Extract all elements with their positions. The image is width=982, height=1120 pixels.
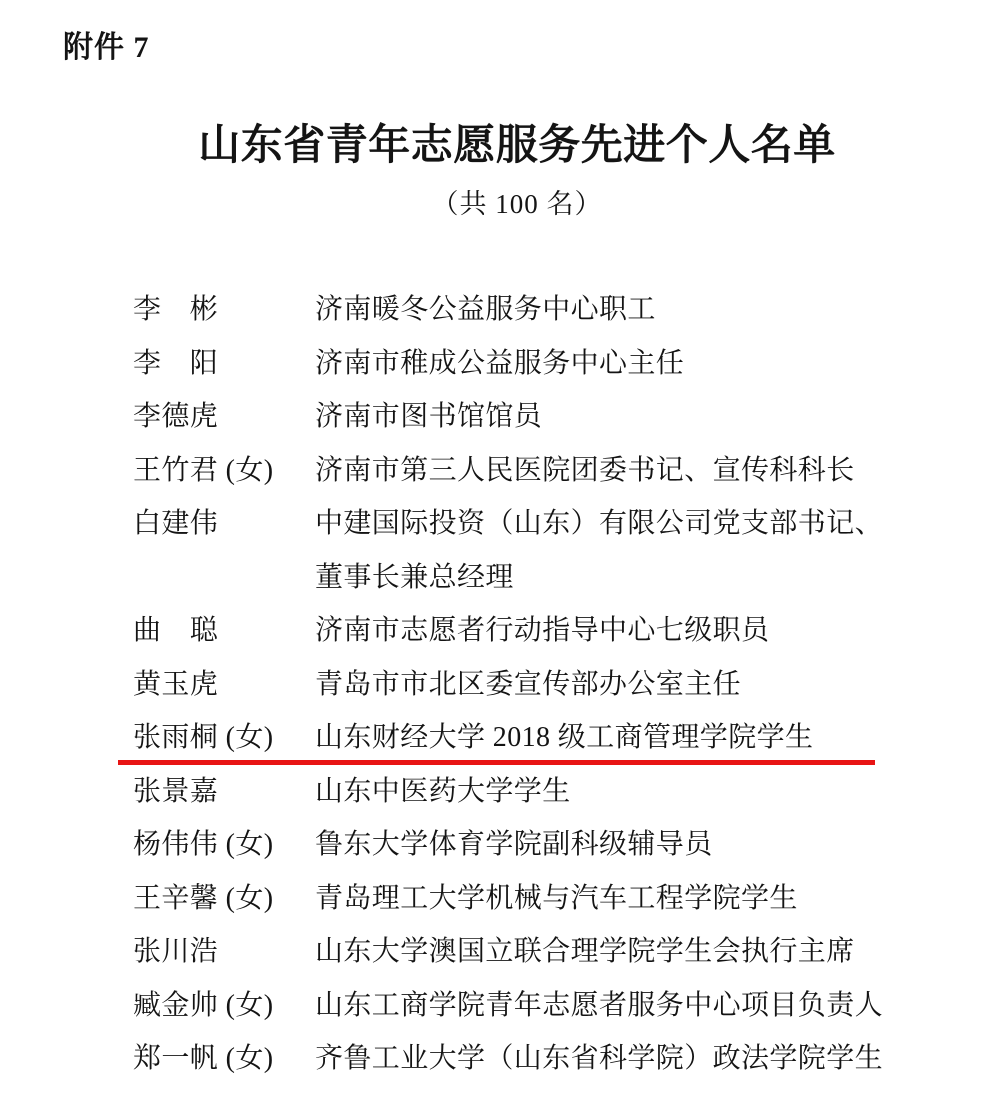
person-name: 杨伟伟 (女): [133, 829, 274, 860]
person-affiliation: 青岛市市北区委宣传部办公室主任: [315, 668, 742, 700]
list-item: [133, 872, 923, 926]
person-name: 王竹君 (女): [133, 454, 274, 486]
list-item: [133, 444, 923, 498]
person-affiliation: 青岛理工大学机械与汽车工程学院学生: [315, 882, 798, 914]
person-affiliation: 济南市第三人民医院团委书记、宣传科科长: [315, 454, 855, 486]
person-affiliation: 济南市志愿者行动指导中心七级职员: [315, 615, 770, 646]
list-item: [133, 925, 923, 979]
person-name: 张雨桐 (女): [133, 722, 274, 753]
person-name: 曲 聪: [133, 615, 219, 646]
list-item: [133, 1032, 923, 1086]
person-name: 李德虎: [133, 401, 219, 432]
list-item: [133, 390, 923, 444]
person-name: 郑一帆 (女): [133, 1043, 274, 1074]
person-affiliation: 山东中医药大学学生: [315, 775, 571, 807]
list-item: [133, 604, 923, 658]
person-name: 李 彬: [133, 294, 219, 325]
person-name: 李 阳: [133, 347, 219, 379]
person-affiliation: 山东财经大学 2018 级工商管理学院学生: [315, 722, 814, 753]
list-item: [133, 658, 923, 712]
list-item: [133, 497, 923, 604]
person-name: 黄玉虎: [133, 668, 219, 700]
person-affiliation: 济南市稚成公益服务中心主任: [315, 347, 685, 379]
document-title: 山东省青年志愿服务先进个人名单: [198, 123, 836, 169]
person-affiliation: 济南暖冬公益服务中心职工: [315, 294, 656, 325]
person-affiliation: 山东大学澳国立联合理学院学生会执行主席: [315, 936, 855, 967]
title-block: [52, 121, 982, 219]
document-subtitle: （共 100 名）: [431, 189, 603, 219]
person-affiliation: 鲁东大学体育学院副科级辅导员: [315, 829, 713, 860]
recipient-list: [133, 283, 923, 1086]
list-item: [133, 283, 923, 337]
person-affiliation: 济南市图书馆馆员: [315, 401, 543, 432]
person-name: 白建伟: [133, 508, 219, 539]
list-item: [133, 765, 923, 819]
list-item: [133, 818, 923, 872]
person-name: 张景嘉: [133, 775, 219, 807]
person-name: 王辛馨 (女): [133, 882, 274, 914]
person-affiliation: 齐鲁工业大学（山东省科学院）政法学院学生: [315, 1043, 884, 1074]
list-item: [133, 337, 923, 391]
person-name: 臧金帅 (女): [133, 989, 274, 1021]
person-affiliation: 中建国际投资（山东）有限公司党支部书记、董事长兼总经理: [315, 508, 884, 593]
person-affiliation: 山东工商学院青年志愿者服务中心项目负责人: [315, 989, 884, 1021]
person-name: 张川浩: [133, 936, 219, 967]
list-item: [133, 711, 923, 765]
list-item: [133, 979, 923, 1033]
attachment-label: 附件 7: [63, 31, 150, 64]
